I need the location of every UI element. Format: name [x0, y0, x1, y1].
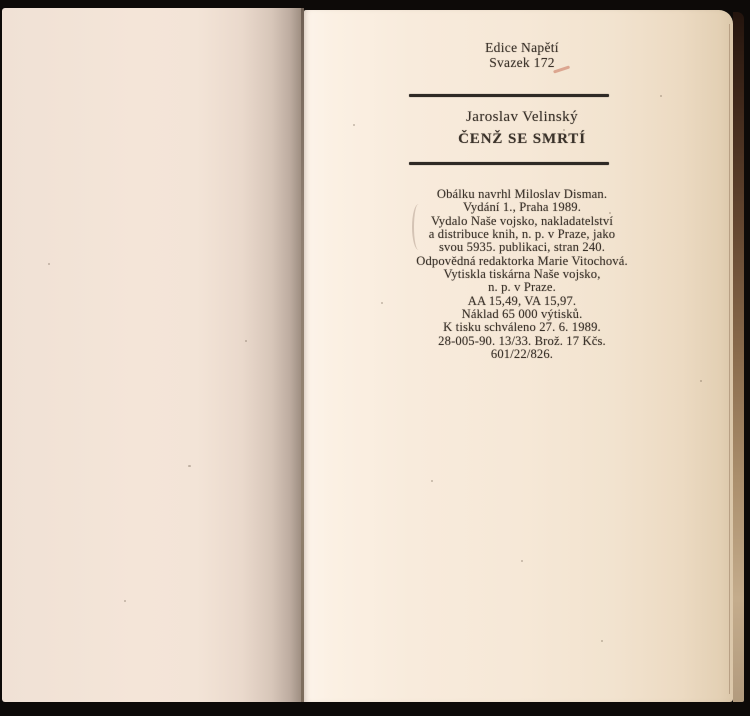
dust-speck: [521, 560, 523, 562]
right-page-colophon: [304, 10, 733, 702]
author-name: Jaroslav Velinský: [466, 109, 578, 125]
dust-speck: [563, 129, 565, 131]
dust-speck: [700, 380, 702, 382]
dust-speck: [48, 263, 50, 265]
colophon-line: Vytiskla tiskárna Naše vojsko,: [443, 267, 601, 282]
colophon-line: 601/22/826.: [490, 347, 554, 362]
dust-speck: [124, 600, 126, 602]
dust-speck: [660, 95, 662, 97]
colophon-block: [392, 188, 652, 361]
colophon-line: 28-005-90. 13/33. Brož. 17 Kčs.: [438, 333, 606, 348]
colophon-line: n. p. v Praze.: [488, 280, 556, 295]
dust-speck: [601, 640, 603, 642]
divider-rule-bottom: [409, 162, 609, 165]
page-fore-edge: [733, 12, 744, 702]
colophon-line: Odpovědná redaktorka Marie Vitochová.: [416, 253, 628, 268]
dust-speck: [381, 302, 383, 304]
series-volume: Svazek 172: [489, 54, 555, 70]
dust-speck: [188, 465, 191, 467]
colophon-line: K tisku schváleno 27. 6. 1989.: [443, 320, 601, 335]
book-title: ČENŽ SE SMRTÍ: [458, 131, 586, 147]
colophon-line: Vydalo Naše vojsko, nakladatelství: [430, 213, 614, 228]
series-name: Edice Napětí: [485, 40, 559, 55]
colophon-line: Vydání 1., Praha 1989.: [462, 200, 582, 215]
dust-speck: [609, 212, 611, 214]
pen-mark-artifact: [412, 204, 425, 250]
page-edge-crease: [729, 24, 730, 694]
dust-speck: [245, 340, 247, 342]
left-page-blank: [2, 8, 302, 702]
dust-speck: [353, 124, 355, 126]
colophon-line: Náklad 65 000 výtisků.: [461, 307, 583, 322]
colophon-line: Obálku navrhl Miloslav Disman.: [436, 187, 608, 201]
colophon-line: svou 5935. publikaci, stran 240.: [438, 240, 606, 255]
colophon-line: a distribuce knih, n. p. v Praze, jako: [428, 227, 616, 242]
series-block: [392, 41, 652, 70]
colophon-line: AA 15,49, VA 15,97.: [467, 293, 577, 308]
dust-speck: [431, 480, 433, 482]
divider-rule-top: [409, 94, 609, 97]
